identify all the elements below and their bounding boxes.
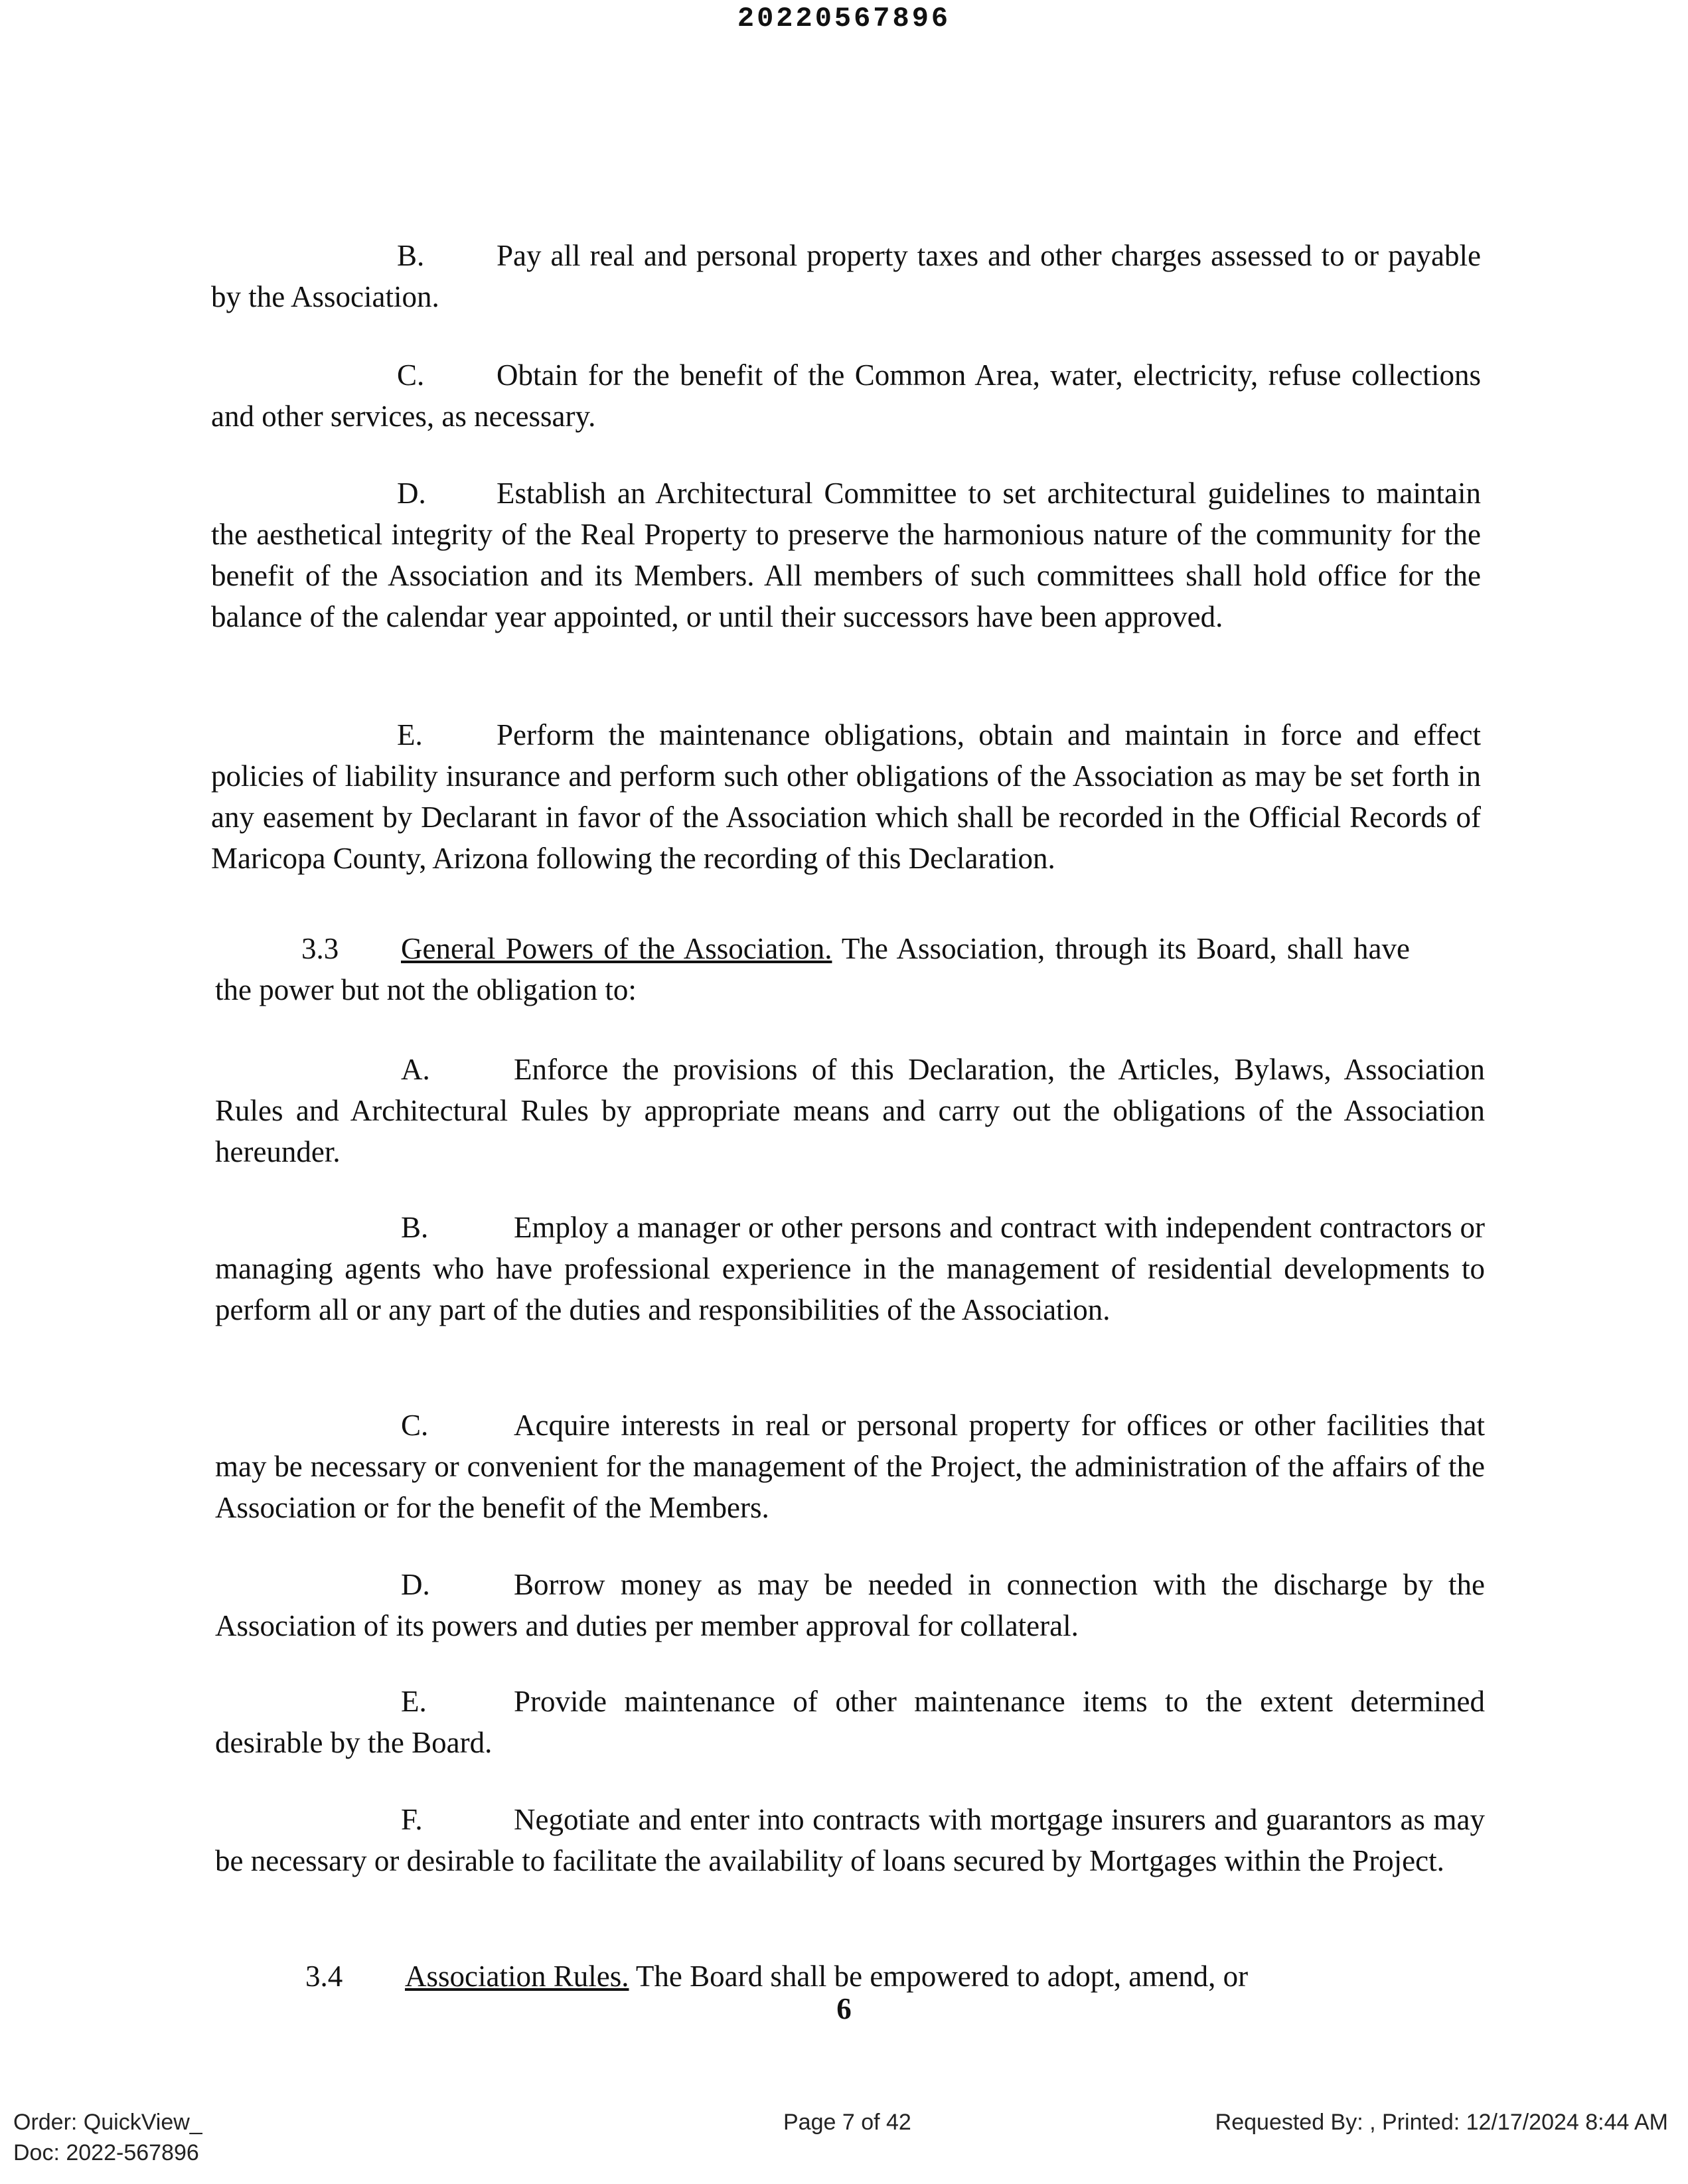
section-heading: General Powers of the Association. bbox=[401, 932, 832, 965]
paragraph-label: A. bbox=[401, 1053, 430, 1086]
paragraph-text: Perform the maintenance obligations, obtain and maintain in force and effect policies of liability insurance and perform such other obligations of the Association as may be set forth in any easement by Declarant in favor of the Association which shall be recorded in the Official Records of Maricopa County, Arizona following the recording of this Declaration. bbox=[211, 718, 1481, 875]
section-3-3 bbox=[215, 928, 1410, 1010]
paragraph-label: D. bbox=[401, 1568, 430, 1601]
paragraph-text: Acquire interests in real or personal property for offices or other facilities that may be necessary or convenient for the management of the Project, the administration of the affairs of the Association or for the benefit of the Members. bbox=[215, 1409, 1485, 1524]
paragraph-3-3-a bbox=[215, 1049, 1485, 1172]
paragraph-3-2-b bbox=[211, 235, 1481, 317]
paragraph-3-3-c bbox=[215, 1405, 1485, 1528]
paragraph-label: F. bbox=[401, 1803, 423, 1836]
paragraph-label: E. bbox=[397, 718, 423, 751]
footer-requested: Requested By: , Printed: 12/17/2024 8:44 AM bbox=[1215, 2110, 1668, 2135]
paragraph-text: Negotiate and enter into contracts with mortgage insurers and guarantors as may be necessary or desirable to facilitate the availability of loans secured by Mortgages within the Project. bbox=[215, 1803, 1485, 1877]
paragraph-text: Borrow money as may be needed in connection with the discharge by the Association of its powers and duties per member approval for collateral. bbox=[215, 1568, 1485, 1642]
paragraph-label: C. bbox=[401, 1409, 429, 1442]
paragraph-3-3-e bbox=[215, 1681, 1485, 1763]
section-text: The Association, through its Board, shall have the power but not the obligation to: bbox=[215, 932, 1410, 1006]
paragraph-text: Provide maintenance of other maintenance items to the extent determined desirable by the Board. bbox=[215, 1685, 1485, 1759]
section-3-4 bbox=[215, 1956, 1485, 1997]
footer-doc: Doc: 2022-567896 bbox=[13, 2140, 199, 2165]
section-number: 3.4 bbox=[305, 1960, 343, 1993]
paragraph-3-3-f bbox=[215, 1799, 1485, 1881]
section-text: The Board shall be empowered to adopt, amend, or bbox=[635, 1960, 1249, 1993]
paragraph-label: E. bbox=[401, 1685, 427, 1718]
section-number: 3.3 bbox=[301, 932, 339, 965]
paragraph-text: Pay all real and personal property taxes and other charges assessed to or payable by the Association. bbox=[211, 239, 1481, 313]
paragraph-3-2-c bbox=[211, 354, 1481, 437]
paragraph-3-3-d bbox=[215, 1564, 1485, 1646]
paragraph-3-2-e bbox=[211, 714, 1481, 879]
paragraph-label: B. bbox=[401, 1211, 429, 1244]
footer-order: Order: QuickView_ bbox=[13, 2110, 202, 2135]
paragraph-label: B. bbox=[397, 239, 425, 272]
footer-page: Page 7 of 42 bbox=[783, 2110, 911, 2135]
document-number: 20220567896 bbox=[737, 3, 951, 35]
paragraph-label: C. bbox=[397, 358, 425, 392]
paragraph-text: Enforce the provisions of this Declaration, the Articles, Bylaws, Association Rules and Architectural Rules by appropriate means and carry out the obligations of the Association hereunder. bbox=[215, 1053, 1485, 1168]
section-heading: Association Rules. bbox=[405, 1960, 629, 1993]
paragraph-text: Obtain for the benefit of the Common Area, water, electricity, refuse collections and other services, as necessary. bbox=[211, 358, 1481, 433]
paragraph-text: Employ a manager or other persons and contract with independent contractors or managing agents who have professional experience in the management of residential developments to perform all or any part of the duties and responsibilities of the Association. bbox=[215, 1211, 1485, 1326]
paragraph-label: D. bbox=[397, 477, 426, 510]
page-number: 6 bbox=[836, 1992, 852, 2025]
paragraph-3-2-d bbox=[211, 473, 1481, 637]
paragraph-3-3-b bbox=[215, 1207, 1485, 1330]
paragraph-text: Establish an Architectural Committee to set architectural guidelines to maintain the aesthetical integrity of the Real Property to preserve the harmonious nature of the community for the benefit of the Association and its Members. All members of such committees shall hold office for the balance of the calendar year appointed, or until their successors have been approved. bbox=[211, 477, 1481, 633]
